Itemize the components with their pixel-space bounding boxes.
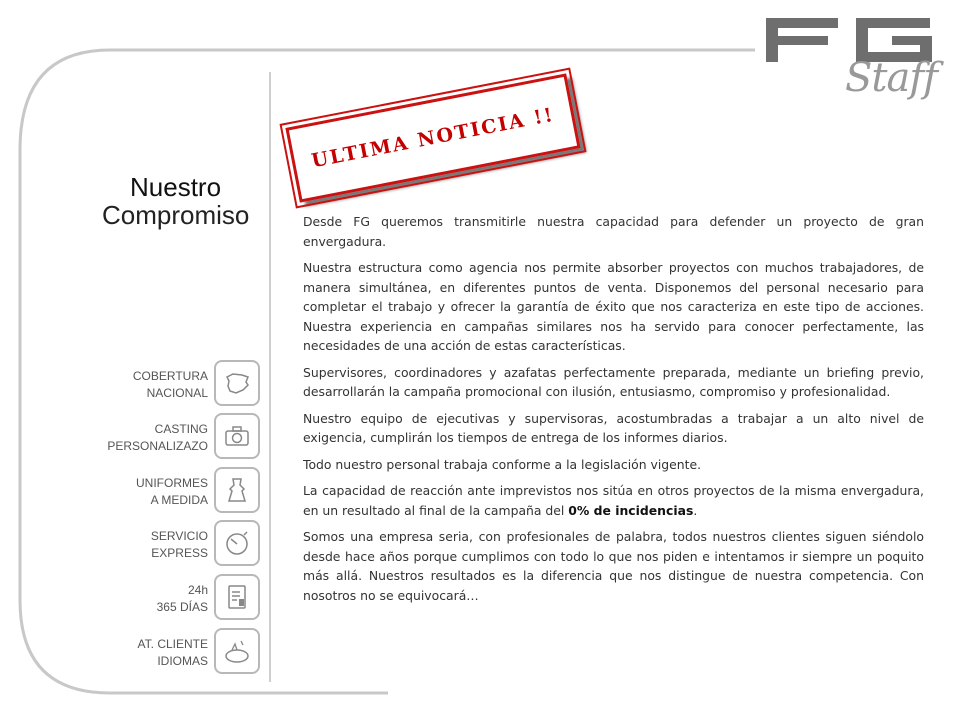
paragraph-3: Supervisores, coordinadores y azafatas perfectamente preparada, mediante un briefing previo, desarrollarán la campaña promocional con ilusión, entusiasmo, compromiso y profesionalidad. — [303, 364, 924, 399]
paragraph-6-text: La capacidad de reacción ante imprevistos nos sitúa en otros proyectos de la misma envergadura, en un resultado al final de la campaña del — [303, 483, 924, 518]
calendar-icon — [214, 574, 260, 620]
feature-cobertura[interactable] — [80, 360, 260, 410]
feature-label — [68, 421, 208, 455]
feature-label-line2: IDIOMAS — [157, 654, 208, 668]
paragraph-5: Todo nuestro personal trabaja conforme a la legislación vigente. — [303, 456, 702, 472]
feature-label — [68, 475, 208, 509]
feature-label-line1: AT. CLIENTE — [137, 637, 208, 651]
feature-label-line2: EXPRESS — [151, 546, 208, 560]
feature-label — [68, 582, 208, 616]
staff-logo-text: Staff — [845, 55, 937, 101]
paragraph-6-end: . — [693, 502, 698, 518]
main-content — [303, 212, 924, 612]
feature-label — [68, 528, 208, 562]
feature-label-line2: 365 DÍAS — [156, 600, 208, 614]
vertical-divider — [269, 72, 271, 682]
feature-servicio-express[interactable] — [80, 520, 260, 570]
feature-label-line2: PERSONALIZAZO — [107, 439, 208, 453]
incidencias-highlight: 0% de incidencias — [568, 502, 694, 518]
paragraph-6 — [303, 481, 924, 520]
feature-uniformes[interactable] — [80, 467, 260, 517]
dress-icon — [214, 467, 260, 513]
feature-label-line2: A MEDIDA — [150, 493, 208, 507]
paragraph-4: Nuestro equipo de ejecutivas y supervisoras, acostumbradas a trabajar a un alto nivel de exigencia, cumplirán los tiempos de entrega de los informes diarios. — [303, 410, 924, 445]
feature-24h[interactable] — [80, 574, 260, 624]
paragraph-2: Nuestra estructura como agencia nos permite absorber proyectos con muchos trabajadores, de manera simultánea, en diferentes puntos de venta. Disponemos del personal necesario para completar el trabajo y ofrecer la garantía de éxito que nos caracteriza en este tipo de acciones. Nuestra experiencia en campañas similares nos ha servido para conocer perfectamente, las necesidades de una acción de estas características. — [303, 260, 924, 353]
feature-label-line1: 24h — [187, 583, 208, 597]
speech-accent-icon — [214, 628, 260, 674]
stopwatch-icon — [214, 520, 260, 566]
feature-label-line1: CASTING — [154, 422, 208, 436]
map-spain-icon — [214, 360, 260, 406]
feature-label-line1: COBERTURA — [132, 369, 208, 383]
feature-label — [68, 636, 208, 670]
feature-label-line1: UNIFORMES — [136, 476, 208, 490]
camera-icon — [214, 413, 260, 459]
paragraph-1: Desde FG queremos transmitirle nuestra capacidad para defender un proyecto de gran envergadura. — [303, 214, 924, 249]
heading-line-1: Nuestro — [130, 172, 222, 202]
feature-casting[interactable] — [80, 413, 260, 463]
feature-at-cliente[interactable] — [80, 628, 260, 678]
paragraph-7: Somos una empresa seria, con profesionales de palabra, todos nuestros clientes siguen siéndolo desde hace años porque cumplimos con todo lo que nos piden e intentamos ir siempre un poquito más allá. Nuestros resultados es la diferencia que nos distingue de nuestra competencia. Con nosotros no se equivocará… — [303, 529, 924, 603]
feature-label — [68, 368, 208, 402]
stamp-text: ULTIMA NOTICIA !! — [309, 103, 557, 173]
feature-label-line1: SERVICIO — [150, 529, 208, 543]
feature-label-line2: NACIONAL — [146, 386, 208, 400]
heading-line-2: Compromiso — [102, 200, 250, 230]
